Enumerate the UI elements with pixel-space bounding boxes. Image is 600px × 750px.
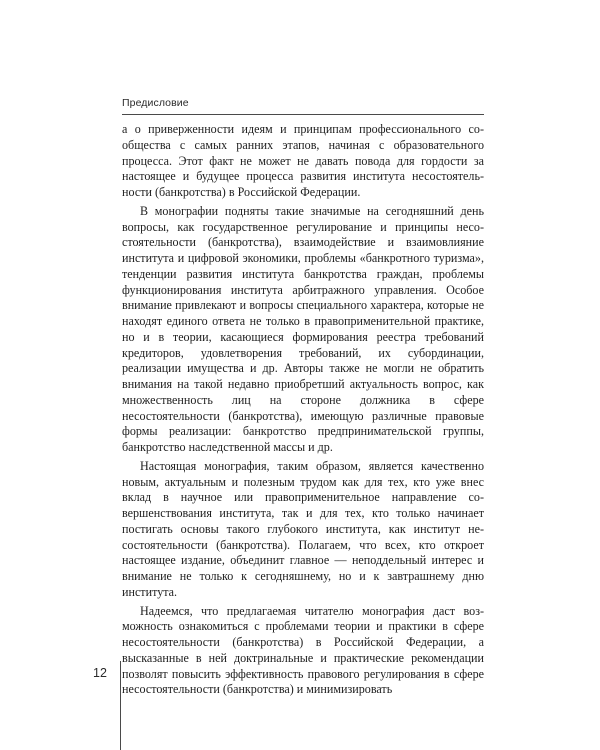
paragraph-4: Надеемся, что предлагаемая читателю монография даст возможность ознакомиться с проблемами теории и практики в сфере несостоятельности (банкротства) в Российской Федерации, а высказанные в ней доктринальные и практические рекомендации позволят повысить эффективность правового регулирования в сфере несостоятельности (банкротства) и минимизировать — [122, 603, 484, 697]
paragraph-1-continuation: а о приверженности идеям и принципам профессионального сообщества с самых ранних этапов, начиная с образовательного процесса. Этот факт не может не давать повода для гордости за настоящее и будущее процесса развития института несостоятельности (банкротства) в Российской Федерации. — [122, 122, 484, 199]
page-number: 12 — [93, 666, 107, 680]
header-divider — [122, 114, 484, 115]
margin-rule — [120, 661, 121, 750]
page-body-text — [122, 122, 484, 698]
running-head-title: Предисловие — [122, 97, 189, 109]
paragraph-2: В монографии подняты такие значимые на сегодняшний день вопросы, как государственное регулирование и принципы несостоятельности (банкротства), взаимодействие и взаимовлияние института и цифровой экономики, проблемы «банкротного туризма», тенденции развития института банкротства граждан, проблемы функционирования института арбитражного управления. Особое внимание привлекают и вопросы специального характера, которые не находят единого ответа не только в правоприменительной практике, но и в теории, касающиеся формирования реестра требований кредиторов, удовлетворения требований, их субординации, реализации имущества и др. Авторы также не могли не обратить внимания на такой недавно приобретший актуальность вопрос, как множественность лиц на стороне должника в сфере несостоятельности (банкротства), имеющую различные правовые формы реализации: банкротство предпринимательской группы, банкротство наследственной массы и др. — [122, 203, 484, 454]
paragraph-3: Настоящая монография, таким образом, является качественно новым, актуальным и полезным трудом как для тех, кто уже внес вклад в научное или правоприменительное направление совершенствования института, так и для тех, кто только начинает постигать основы такого глубокого института, как институт несостоятельности (банкротства). Полагаем, что всех, кто откроет настоящее издание, объединит главное — неподдельный интерес и внимание не только к сегодняшнему, но и к завтрашнему дню института. — [122, 458, 484, 599]
